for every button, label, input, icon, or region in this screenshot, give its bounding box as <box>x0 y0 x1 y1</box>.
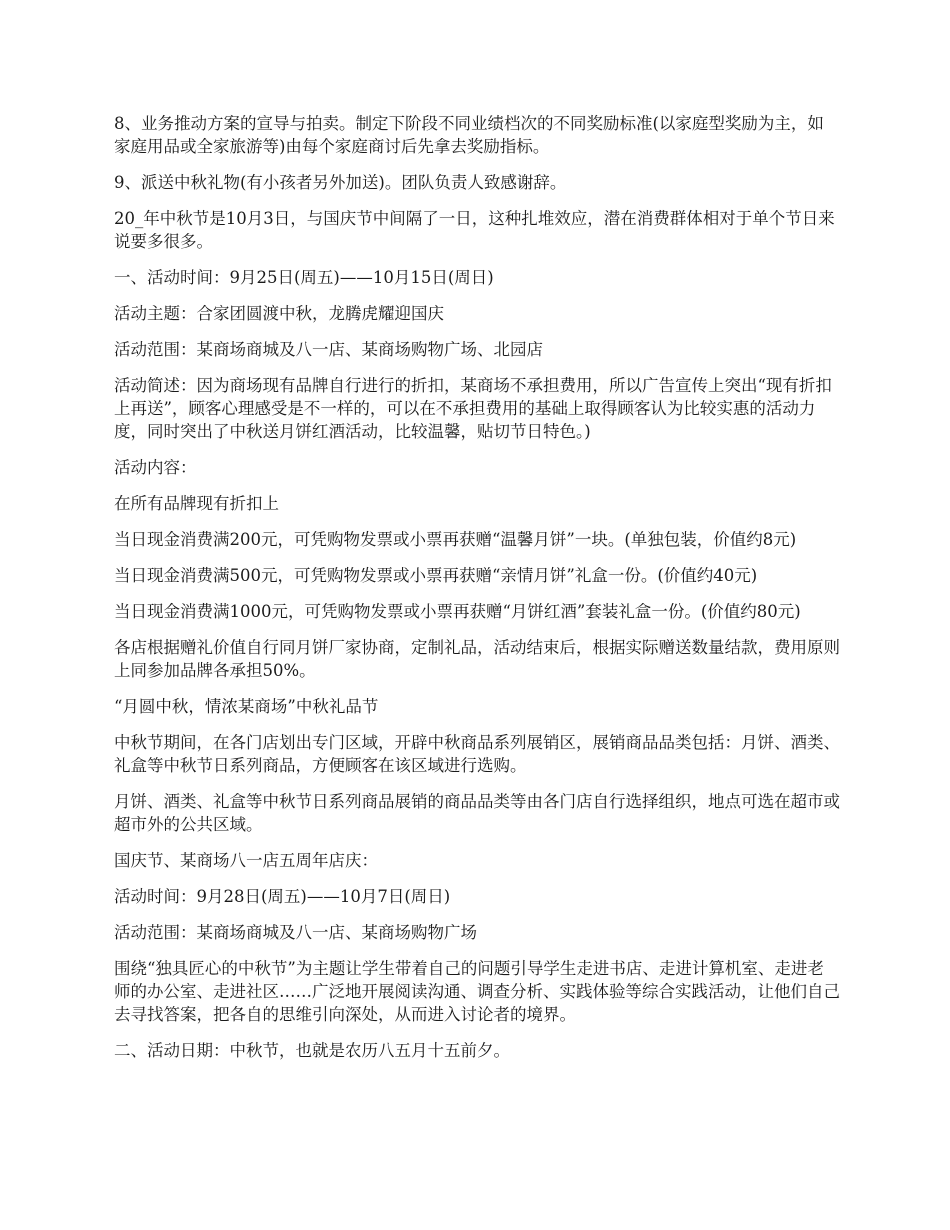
paragraph-21: 二、活动日期：中秋节，也就是农历八五月十五前夕。 <box>114 1041 510 1060</box>
paragraph-16: 月饼、酒类、礼盒等中秋节日系列商品展销的商品品类等由各门店自行选择组织，地点可选在超市或超市外的公共区域。 <box>114 792 840 834</box>
paragraph-8: 活动内容： <box>114 458 197 477</box>
paragraph-1: 8、业务推动方案的宣导与拍卖。制定下阶段不同业绩档次的不同奖励标准(以家庭型奖励为主，如家庭用品或全家旅游等)由每个家庭商讨后先拿去奖励指标。 <box>114 114 824 156</box>
paragraph-19: 活动范围：某商场商城及八一店、某商场购物广场 <box>114 923 477 942</box>
paragraph-17: 国庆节、某商场八一店五周年店庆： <box>114 851 378 870</box>
paragraph-3: 20_年中秋节是10月3日，与国庆节中间隔了一日，这种扎堆效应，潜在消费群体相对于单个节日来说要多很多。 <box>114 209 835 251</box>
paragraph-5: 活动主题：合家团圆渡中秋，龙腾虎耀迎国庆 <box>114 304 444 323</box>
paragraph-7: 活动简述：因为商场现有品牌自行进行的折扣，某商场不承担费用，所以广告宣传上突出“现有折扣上再送”，顾客心理感受是不一样的，可以在不承担费用的基础上取得顾客认为比较实惠的活动力度，同时突出了中秋送月饼红酒活动，比较温馨，贴切节日特色。) <box>114 376 832 441</box>
paragraph-12: 当日现金消费满1000元，可凭购物发票或小票再获赠“月饼红酒”套装礼盒一份。(价值约80元) <box>114 602 801 621</box>
paragraph-6: 活动范围：某商场商城及八一店、某商场购物广场、北园店 <box>114 340 543 359</box>
paragraph-10: 当日现金消费满200元，可凭购物发票或小票再获赠“温馨月饼”一块。(单独包装，价值约8元) <box>114 530 797 549</box>
paragraph-2: 9、派送中秋礼物(有小孩者另外加送)。团队负责人致感谢辞。 <box>114 173 567 192</box>
paragraph-14: “月圆中秋，情浓某商场”中秋礼品节 <box>114 697 379 716</box>
paragraph-4: 一、活动时间：9月25日(周五)——10月15日(周日) <box>114 268 494 287</box>
paragraph-9: 在所有品牌现有折扣上 <box>114 494 279 513</box>
document-body <box>114 112 840 1075</box>
paragraph-13: 各店根据赠礼价值自行同月饼厂家协商，定制礼品，活动结束后，根据实际赠送数量结款，费用原则上同参加品牌各承担50%。 <box>114 638 840 680</box>
paragraph-18: 活动时间：9月28日(周五)——10月7日(周日) <box>114 887 451 906</box>
paragraph-20: 围绕“独具匠心的中秋节”为主题让学生带着自己的问题引导学生走进书店、走进计算机室、走进老师的办公室、走进社区……广泛地开展阅读沟通、调查分析、实践体验等综合实践活动，让他们自己去寻找答案，把各自的思维引向深处，从而进入讨论者的境界。 <box>114 959 840 1024</box>
paragraph-11: 当日现金消费满500元，可凭购物发票或小票再获赠“亲情月饼”礼盒一份。(价值约40元) <box>114 566 758 585</box>
paragraph-15: 中秋节期间，在各门店划出专门区域，开辟中秋商品系列展销区，展销商品品类包括：月饼、酒类、礼盒等中秋节日系列商品，方便顾客在该区域进行选购。 <box>114 733 840 775</box>
